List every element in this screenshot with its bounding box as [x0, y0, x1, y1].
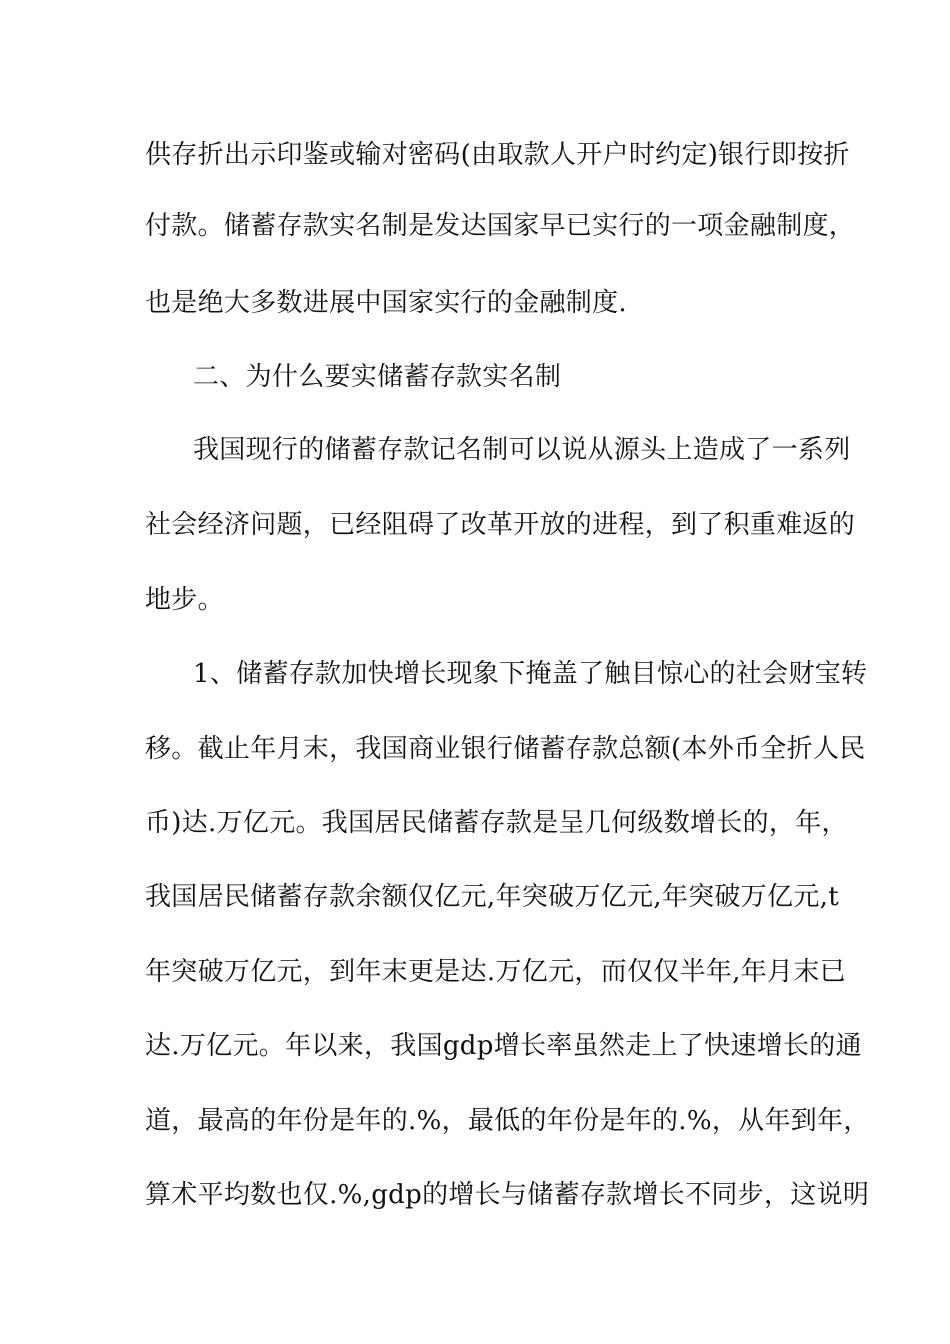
text-line: 也是绝大多数进展中国家实行的金融制度.: [145, 288, 627, 318]
text-line: 币)达.万亿元。我国居民储蓄存款是呈几何级数增长的，年，: [145, 808, 848, 838]
text-line: 供存折出示印鉴或输对密码(由取款人开户时约定)银行即按折: [145, 140, 850, 170]
text-line: 付款。储蓄存款实名制是发达国家早已实行的一项金融制度，: [145, 211, 856, 241]
text-line: 移。截止年月末，我国商业银行储蓄存款总额(本外币全折人民: [145, 734, 866, 764]
text-line: 达.万亿元。年以来，我国gdp增长率虽然走上了快速增长的通: [145, 1031, 862, 1061]
text-line: 我国现行的储蓄存款记名制可以说从源头上造成了一系列: [193, 435, 851, 465]
text-line: 年突破万亿元，到年末更是达.万亿元，而仅仅半年,年月末已: [145, 957, 846, 987]
section-heading: 二、为什么要实储蓄存款实名制: [193, 362, 562, 392]
text-line: 地步。: [145, 585, 224, 615]
text-line: 算术平均数也仅.%,gdp的增长与储蓄存款增长不同步，这说明: [145, 1180, 870, 1210]
text-line: 道，最高的年份是年的.%，最低的年份是年的.%，从年到年，: [145, 1106, 870, 1136]
text-line: 1、储蓄存款加快增长现象下掩盖了触目惊心的社会财宝转: [193, 659, 868, 689]
text-line: 我国居民储蓄存款余额仅亿元,年突破万亿元,年突破万亿元,t: [145, 882, 839, 912]
text-line: 社会经济问题，已经阻碍了改革开放的进程，到了积重难返的: [145, 510, 856, 540]
